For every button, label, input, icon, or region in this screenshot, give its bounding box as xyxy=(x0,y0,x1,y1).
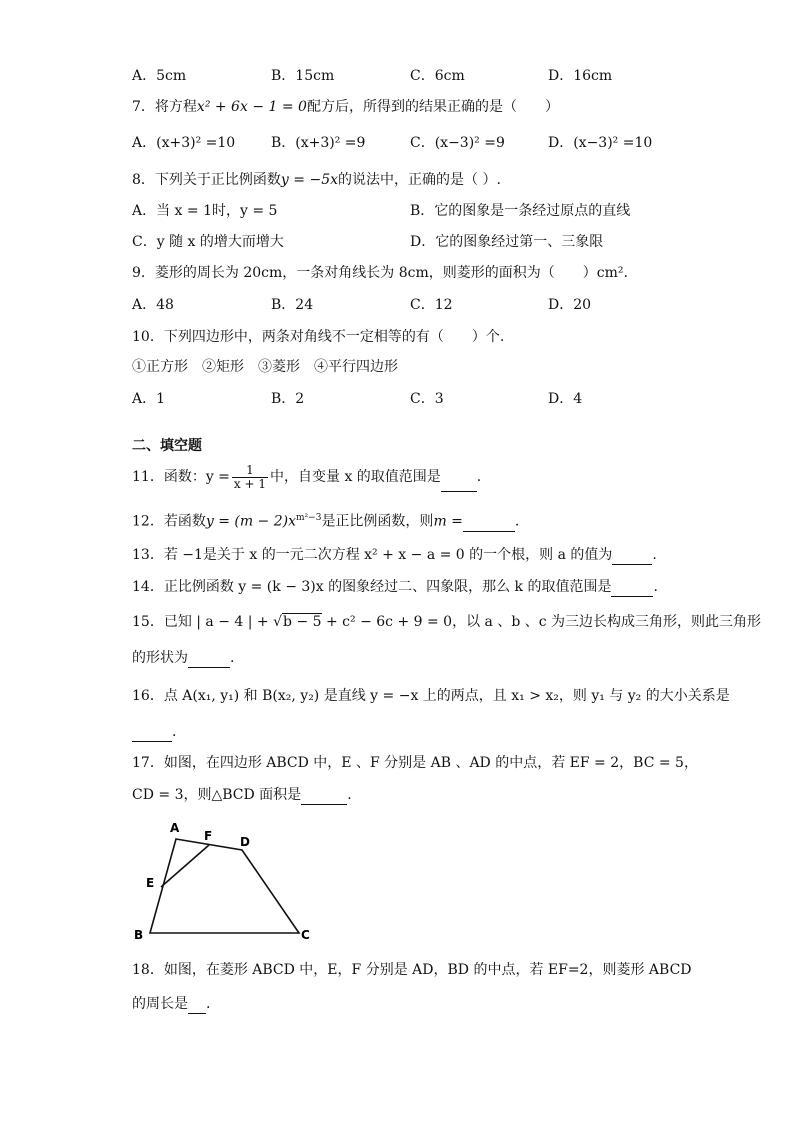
q8-option-d: D．它的图象经过第一、三象限 xyxy=(410,234,604,250)
q6-option-a: A．5cm xyxy=(132,68,187,84)
q14-answer-blank[interactable] xyxy=(611,582,653,597)
q10-option-a: A．1 xyxy=(132,391,166,407)
q10-option-d: D．4 xyxy=(548,391,583,407)
q9-option-b: B．24 xyxy=(271,297,314,313)
q18-stem-line2: 的周长是 . xyxy=(132,996,211,1012)
q7-option-a: A．(x+3)² =10 xyxy=(132,135,236,151)
quadrilateral-abcd xyxy=(150,839,299,933)
q9-option-d: D．20 xyxy=(548,297,592,313)
q12-stem: 12．若函数$y = (m - 2)x^{m^2-3}$是正比例函数，则m = . xyxy=(132,513,520,530)
q14-stem: 14．正比例函数 y = (k − 3)x 的图象经过二、四象限，那么 k 的取值范围是 . xyxy=(132,579,658,595)
q7-stem: 7．将方程x² + 6x − 1 = 0配方后，所得到的结果正确的是（ ） xyxy=(132,99,559,115)
q16-answer-line: . xyxy=(132,722,176,742)
q15-stem-line1: 15．已知 | a − 4 | + √b − 5 + c² − 6c + 9 = 0，以 a 、b 、c 为三边长构成三角形，则此三角形 xyxy=(132,614,762,630)
q16-stem: 16．点 A(x₁, y₁) 和 B(x₂, y₂) 是直线 y = −x 上的两点，且 x₁ > x₂，则 y₁ 与 y₂ 的大小关系是 xyxy=(132,688,730,704)
q13-answer-blank[interactable] xyxy=(612,550,652,565)
q15-square-root: b − 5 xyxy=(283,614,322,630)
q17-stem-line1: 17．如图，在四边形 ABCD 中，E 、F 分别是 AB 、AD 的中点，若 EF = 2，BC = 5， xyxy=(132,755,698,771)
q6-option-b: B．15cm xyxy=(271,68,335,84)
q10-option-b: B．2 xyxy=(271,391,305,407)
section-title-fill-blank: 二、填空题 xyxy=(132,438,202,454)
q9-option-a: A．48 xyxy=(132,297,174,313)
label-d: D xyxy=(240,835,250,849)
q13-stem: 13．若 −1是关于 x 的一元二次方程 x² + x − a = 0 的一个根，则 a 的值为 . xyxy=(132,547,657,563)
q9-stem: 9．菱形的周长为 20cm，一条对角线长为 8cm，则菱形的面积为（ ）cm². xyxy=(132,265,628,281)
q15-answer-blank[interactable] xyxy=(188,653,230,668)
q8-stem: 8．下列关于正比例函数y = −5x的说法中，正确的是（ ）. xyxy=(132,172,501,188)
q8-option-b: B．它的图象是一条经过原点的直线 xyxy=(410,203,631,219)
q18-answer-blank[interactable] xyxy=(188,999,206,1014)
q8-option-a: A．当 x = 1时，y = 5 xyxy=(132,203,278,219)
q11-answer-blank[interactable] xyxy=(441,477,477,492)
q7-option-c: C．(x−3)² =9 xyxy=(410,135,505,151)
q10-items: ①正方形 ②矩形 ③菱形 ④平行四边形 xyxy=(132,359,398,375)
q17-answer-blank[interactable] xyxy=(301,790,347,805)
q8-option-c: C．y 随 x 的增大而增大 xyxy=(132,234,284,250)
q6-option-c: C．6cm xyxy=(410,68,465,84)
label-b: B xyxy=(134,928,144,942)
q10-option-c: C．3 xyxy=(410,391,444,407)
q18-stem-line1: 18．如图，在菱形 ABCD 中，E，F 分别是 AD，BD 的中点，若 EF=2，则菱形 ABCD xyxy=(132,962,692,978)
q7-option-d: D．(x−3)² =10 xyxy=(548,135,653,151)
q15-stem-line2: 的形状为 . xyxy=(132,650,235,666)
label-f: F xyxy=(204,829,213,843)
q17-quadrilateral-figure xyxy=(132,815,332,945)
q9-option-c: C．12 xyxy=(410,297,453,313)
q11-fraction: $\frac{1}{x + 1}$ xyxy=(233,462,266,491)
label-a: A xyxy=(170,821,180,835)
q10-stem: 10．下列四边形中，两条对角线不一定相等的有（ ）个. xyxy=(132,329,505,345)
q7-option-b: B．(x+3)² =9 xyxy=(271,135,366,151)
label-c: C xyxy=(301,928,310,942)
q6-option-d: D．16cm xyxy=(548,68,613,84)
q17-stem-line2: CD = 3，则△BCD 面积是 . xyxy=(132,787,352,803)
q11-stem: 11．函数：y = $\frac{1}{x + 1}$ 中，自变量 x 的取值范围是 . xyxy=(132,462,482,491)
q16-answer-blank[interactable] xyxy=(132,727,172,742)
q8-function: y = −5x xyxy=(280,172,338,188)
label-e: E xyxy=(146,876,155,890)
q12-answer-blank[interactable] xyxy=(463,517,515,532)
q7-equation: x² + 6x − 1 = 0 xyxy=(196,99,307,115)
